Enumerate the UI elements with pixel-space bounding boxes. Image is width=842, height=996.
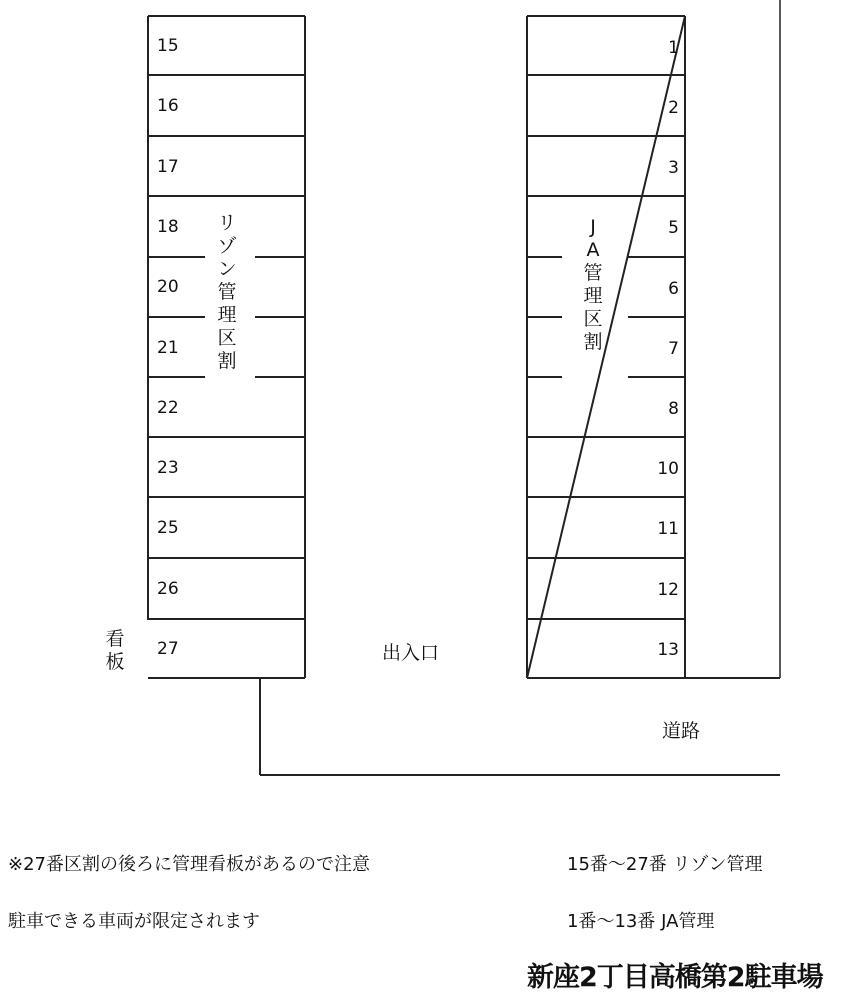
signboard-char: 看 [105, 628, 125, 650]
space-number-13: 13 [657, 640, 679, 660]
ja-zone-label [578, 216, 608, 354]
space-number-22: 22 [157, 398, 179, 418]
space-number-7: 7 [668, 339, 679, 359]
zone-char: ゾ [217, 235, 237, 257]
space-number-10: 10 [657, 459, 679, 479]
space-number-27: 27 [157, 639, 179, 659]
zone-char: 管 [217, 281, 237, 303]
space-number-21: 21 [157, 338, 179, 358]
space-number-6: 6 [668, 279, 679, 299]
signboard-char: 板 [105, 651, 125, 673]
space-number-26: 26 [157, 579, 179, 599]
zone-char: J [590, 216, 596, 238]
space-number-2: 2 [668, 98, 679, 118]
space-number-18: 18 [157, 217, 179, 237]
space-number-23: 23 [157, 458, 179, 478]
signboard-label [100, 628, 130, 674]
entrance-label: 出入口 [382, 642, 440, 664]
note-signboard-warning: ※27番区割の後ろに管理看板があるので注意 [8, 854, 370, 875]
space-number-11: 11 [657, 519, 679, 539]
zone-char: 割 [217, 350, 237, 372]
road-label: 道路 [662, 720, 701, 742]
page-title: 新座2丁目高橋第2駐車場 [527, 962, 823, 993]
range-ja: 1番～13番 JA管理 [567, 911, 715, 932]
space-number-3: 3 [668, 158, 679, 178]
zone-char: 区 [217, 327, 237, 349]
space-number-8: 8 [668, 399, 679, 419]
zone-char: 理 [217, 304, 237, 326]
space-number-12: 12 [657, 580, 679, 600]
range-resonz: 15番～27番 リゾン管理 [567, 854, 763, 875]
space-number-17: 17 [157, 157, 179, 177]
space-number-5: 5 [668, 218, 679, 238]
zone-char: 理 [583, 285, 603, 307]
zone-char: ン [217, 258, 237, 280]
zone-char: 管 [583, 262, 603, 284]
space-number-25: 25 [157, 518, 179, 538]
zone-char: A [586, 239, 600, 261]
zone-char: リ [217, 212, 237, 234]
space-number-20: 20 [157, 277, 179, 297]
space-number-15: 15 [157, 36, 179, 56]
note-vehicle-restriction: 駐車できる車両が限定されます [8, 911, 260, 932]
space-number-16: 16 [157, 96, 179, 116]
resonz-zone-label [212, 212, 242, 373]
space-number-1: 1 [668, 38, 679, 58]
zone-char: 割 [583, 331, 603, 353]
zone-char: 区 [583, 308, 603, 330]
